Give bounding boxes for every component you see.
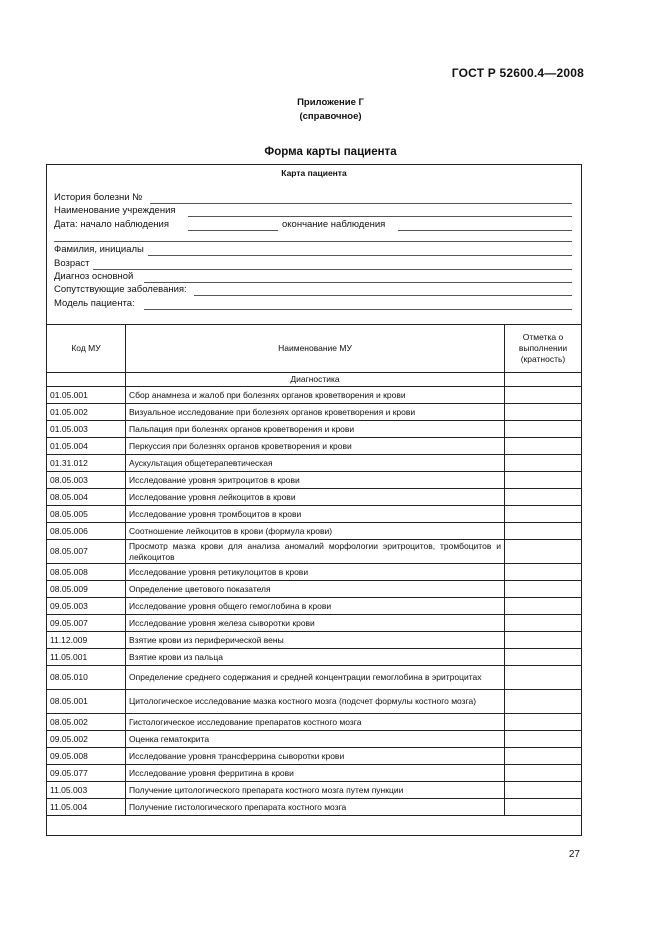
row-mark-cell[interactable] [505, 404, 582, 421]
row-name: Аускультация общетерапевтическая [126, 455, 505, 472]
row-name: Взятие крови из периферической вены [126, 632, 505, 649]
row-name: Оценка гематокрита [126, 731, 505, 748]
row-name: Получение гистологического препарата костного мозга [126, 799, 505, 816]
table-row [47, 782, 582, 799]
row-code: 08.05.004 [47, 489, 126, 506]
model-field[interactable] [144, 309, 572, 310]
row-mark-cell[interactable] [505, 489, 582, 506]
row-code: 09.05.077 [47, 765, 126, 782]
table-row [47, 598, 582, 615]
row-mark-cell[interactable] [505, 714, 582, 731]
model-label: Модель пациента: [54, 298, 135, 309]
row-code: 11.05.001 [47, 649, 126, 666]
history-field[interactable] [150, 203, 572, 204]
age-label: Возраст [54, 258, 90, 269]
row-code: 01.05.003 [47, 421, 126, 438]
row-code: 08.05.010 [47, 666, 126, 690]
institution-field[interactable] [188, 216, 572, 217]
table-row [47, 472, 582, 489]
table-row [47, 523, 582, 540]
table-row [47, 666, 582, 690]
row-name: Цитологическое исследование мазка костного мозга (подсчет формулы костного мозга) [126, 690, 505, 714]
row-name: Исследование уровня эритроцитов в крови [126, 472, 505, 489]
row-mark-cell[interactable] [505, 564, 582, 581]
row-name: Определение среднего содержания и средней концентрации гемоглобина в эритроцитах [126, 666, 505, 690]
row-name: Определение цветового показателя [126, 581, 505, 598]
table-row [47, 799, 582, 816]
row-mark-cell[interactable] [505, 799, 582, 816]
table-row [47, 506, 582, 523]
table-row [47, 649, 582, 666]
row-name: Исследование уровня лейкоцитов в крови [126, 489, 505, 506]
row-name: Пальпация при болезнях органов кроветворения и крови [126, 421, 505, 438]
row-code: 08.05.005 [47, 506, 126, 523]
row-code: 01.05.001 [47, 387, 126, 404]
row-mark-cell[interactable] [505, 438, 582, 455]
row-mark-cell[interactable] [505, 765, 582, 782]
row-code: 11.12.009 [47, 632, 126, 649]
diagnosis-label: Диагноз основной [54, 271, 134, 282]
row-name: Взятие крови из пальца [126, 649, 505, 666]
row-mark-cell[interactable] [505, 472, 582, 489]
row-mark-cell[interactable] [505, 690, 582, 714]
card-title: Карта пациента [281, 168, 347, 178]
page-number: 27 [568, 849, 580, 860]
table-row [47, 748, 582, 765]
table-row [47, 404, 582, 421]
age-field[interactable] [93, 269, 572, 270]
row-mark-cell[interactable] [505, 632, 582, 649]
table-row [47, 421, 582, 438]
row-code: 01.05.002 [47, 404, 126, 421]
row-code: 08.05.003 [47, 472, 126, 489]
row-code: 08.05.001 [47, 690, 126, 714]
row-name: Исследование уровня ферритина в крови [126, 765, 505, 782]
header-name: Наименование МУ [126, 325, 505, 373]
row-name: Перкуссия при болезнях органов кроветворения и крови [126, 438, 505, 455]
row-name: Гистологическое исследование препаратов костного мозга [126, 714, 505, 731]
name-label: Фамилия, инициалы [54, 244, 144, 255]
row-mark-cell[interactable] [505, 649, 582, 666]
row-mark-cell[interactable] [505, 782, 582, 799]
row-name: Сбор анамнеза и жалоб при болезнях органов кроветворения и крови [126, 387, 505, 404]
row-code: 09.05.007 [47, 615, 126, 632]
row-mark-cell[interactable] [505, 523, 582, 540]
section-row [47, 373, 582, 387]
row-code: 08.05.002 [47, 714, 126, 731]
row-mark-cell[interactable] [505, 666, 582, 690]
row-code: 01.31.012 [47, 455, 126, 472]
row-code: 08.05.008 [47, 564, 126, 581]
row-mark-cell[interactable] [505, 387, 582, 404]
comorbid-label: Сопутствующие заболевания: [54, 284, 187, 295]
table-row [47, 438, 582, 455]
date-start-label: Дата: начало наблюдения [54, 219, 169, 230]
row-mark-cell[interactable] [505, 748, 582, 765]
row-name: Исследование уровня общего гемоглобина в крови [126, 598, 505, 615]
row-code: 09.05.002 [47, 731, 126, 748]
table-row [47, 731, 582, 748]
row-mark-cell[interactable] [505, 598, 582, 615]
section-title: Диагностика [126, 373, 505, 387]
header-code: Код МУ [47, 325, 126, 373]
appendix-note: (справочное) [299, 111, 362, 122]
row-code: 08.05.009 [47, 581, 126, 598]
row-name: Исследование уровня трансферрина сыворотки крови [126, 748, 505, 765]
header-mark: Отметка о выполнении (кратность) [505, 325, 582, 373]
table-header-row [47, 325, 582, 373]
table-row [47, 632, 582, 649]
row-code: 09.05.003 [47, 598, 126, 615]
medical-services-table [46, 324, 582, 816]
table-row [47, 455, 582, 472]
row-name: Соотношение лейкоцитов в крови (формула крови) [126, 523, 505, 540]
appendix-title: Приложение Г [297, 97, 364, 108]
row-code: 08.05.007 [47, 540, 126, 564]
table-row [47, 765, 582, 782]
table-row [47, 690, 582, 714]
row-code: 09.05.008 [47, 748, 126, 765]
diagnosis-field[interactable] [144, 282, 572, 283]
row-code: 01.05.004 [47, 438, 126, 455]
institution-label: Наименование учреждения [54, 205, 176, 216]
table-row [47, 540, 582, 564]
row-name: Исследование уровня тромбоцитов в крови [126, 506, 505, 523]
comorbid-field[interactable] [194, 295, 572, 296]
table-row [47, 564, 582, 581]
history-label: История болезни № [54, 192, 143, 203]
row-mark-cell[interactable] [505, 581, 582, 598]
row-name: Получение цитологического препарата костного мозга путем пункции [126, 782, 505, 799]
row-mark-cell[interactable] [505, 506, 582, 523]
table-row [47, 489, 582, 506]
table-row [47, 387, 582, 404]
row-mark-cell[interactable] [505, 540, 582, 564]
date-end-label: окончание наблюдения [282, 219, 386, 230]
standard-code: ГОСТ Р 52600.4—2008 [451, 66, 584, 80]
row-name: Исследование уровня железа сыворотки крови [126, 615, 505, 632]
row-code: 11.05.004 [47, 799, 126, 816]
name-field[interactable] [148, 255, 572, 256]
row-name: Визуальное исследование при болезнях органов кроветворения и крови [126, 404, 505, 421]
appendix-heading [0, 96, 661, 124]
row-mark-cell[interactable] [505, 615, 582, 632]
table-row [47, 714, 582, 731]
date-start-field[interactable] [188, 230, 278, 231]
table-row [47, 615, 582, 632]
date-end-field[interactable] [398, 230, 572, 231]
table-row [47, 581, 582, 598]
row-name: Просмотр мазка крови для анализа аномалий морфологии эритроцитов, тромбоцитов и лейкоцитов [126, 540, 505, 564]
row-code: 08.05.006 [47, 523, 126, 540]
row-mark-cell[interactable] [505, 731, 582, 748]
row-name: Исследование уровня ретикулоцитов в крови [126, 564, 505, 581]
row-code: 11.05.003 [47, 782, 126, 799]
row-mark-cell[interactable] [505, 421, 582, 438]
row-mark-cell[interactable] [505, 455, 582, 472]
blank-line[interactable] [54, 241, 572, 242]
form-title: Форма карты пациента [264, 146, 397, 158]
